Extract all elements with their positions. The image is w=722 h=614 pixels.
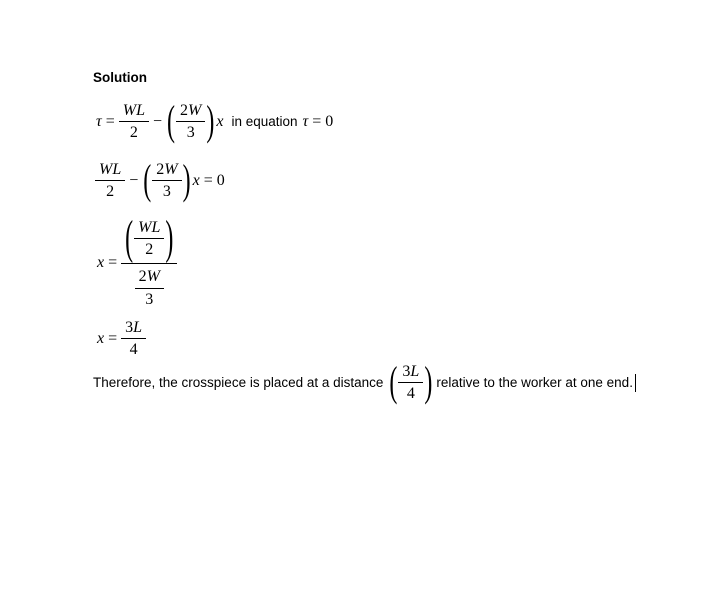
fraction-denominator: 2 — [129, 124, 138, 142]
math-var-l: L — [133, 319, 143, 336]
math-number: 0 — [216, 171, 225, 189]
right-paren: ) — [165, 212, 174, 265]
fraction-numerator: WL — [95, 160, 125, 181]
equation-set-zero — [95, 157, 225, 204]
math-number: 2 — [180, 102, 189, 119]
math-number: 2 — [156, 161, 165, 178]
fraction-denominator: 2 — [106, 183, 115, 201]
fraction-numerator: WL — [134, 218, 164, 239]
fraction-wl-2 — [95, 160, 125, 201]
math-var-l: L — [410, 363, 420, 380]
equation-note: in equation — [231, 114, 298, 130]
minus-sign: − — [129, 171, 139, 189]
equation-x-result — [97, 318, 146, 359]
fraction-numerator — [398, 362, 423, 383]
math-var-x: x — [216, 112, 224, 130]
math-var-tau: τ — [96, 112, 102, 130]
big-fraction-numerator — [121, 212, 177, 265]
solution-heading: Solution — [93, 70, 147, 85]
fraction-numerator — [152, 160, 181, 181]
fraction-denominator: 3 — [186, 124, 195, 142]
math-number: 0 — [325, 112, 334, 130]
fraction-wl-2 — [119, 101, 149, 142]
fraction-denominator: 3 — [162, 183, 171, 201]
math-var-w: W — [146, 268, 160, 286]
equals-sign: = — [312, 112, 322, 130]
fraction-denominator: 4 — [129, 341, 138, 359]
text-cursor — [635, 374, 636, 392]
math-var-tau: τ — [302, 112, 309, 130]
big-fraction — [121, 212, 177, 309]
conclusion-text-after: relative to the worker at one end. — [436, 375, 633, 391]
left-paren: ( — [143, 157, 152, 204]
math-var-x: x — [97, 253, 105, 271]
equals-sign: = — [203, 171, 213, 189]
math-number: 3 — [402, 363, 411, 380]
left-paren: ( — [389, 359, 398, 406]
fraction-2w-3 — [176, 101, 205, 142]
minus-sign: − — [153, 112, 163, 130]
fraction-denominator: 4 — [406, 385, 415, 403]
fraction-wl-2 — [134, 218, 164, 259]
big-fraction-denominator — [135, 264, 164, 308]
math-var-w: W — [188, 102, 202, 119]
equation-torque — [96, 98, 334, 145]
fraction-numerator — [121, 318, 146, 339]
equals-sign: = — [108, 329, 118, 347]
fraction-numerator: WL — [119, 101, 149, 122]
math-number: 3 — [125, 319, 134, 336]
math-var-x: x — [192, 171, 200, 189]
fraction-denominator: 2 — [145, 241, 154, 259]
right-paren: ) — [182, 157, 191, 204]
fraction-2w-3 — [152, 160, 181, 201]
fraction-numerator — [135, 267, 164, 288]
equation-x-ratio — [97, 212, 177, 309]
conclusion-text-before: Therefore, the crosspiece is placed at a distance — [93, 375, 384, 391]
equals-sign: = — [105, 112, 115, 130]
conclusion-sentence — [93, 359, 636, 406]
equals-sign: = — [108, 253, 118, 271]
math-var-w: W — [164, 161, 178, 178]
right-paren: ) — [206, 98, 215, 145]
fraction-denominator: 3 — [145, 290, 154, 308]
math-number: 2 — [138, 268, 147, 286]
fraction-3l-4 — [398, 362, 423, 403]
fraction-3l-4 — [121, 318, 146, 359]
math-var-x: x — [97, 329, 105, 347]
fraction-numerator — [176, 101, 205, 122]
left-paren: ( — [167, 98, 176, 145]
right-paren: ) — [424, 359, 433, 406]
fraction-2w-3 — [135, 267, 164, 308]
left-paren: ( — [125, 212, 134, 265]
